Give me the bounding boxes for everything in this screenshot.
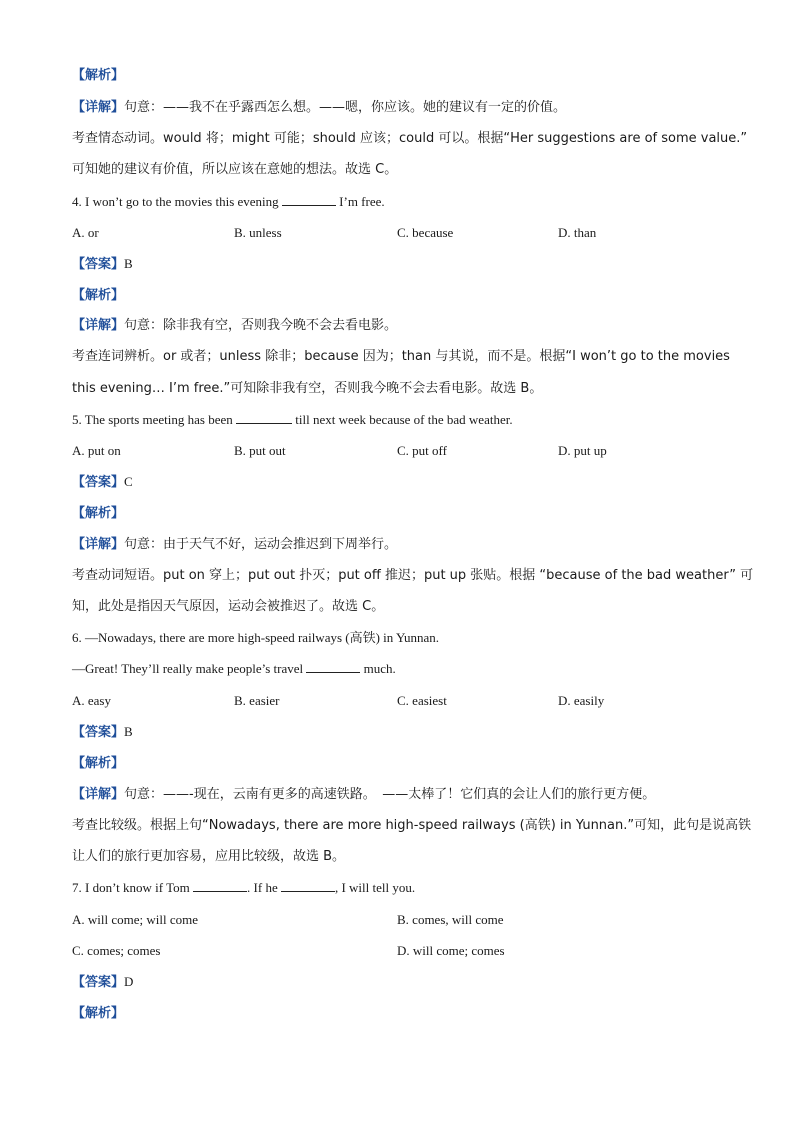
jiexi-label: 【解析】: [72, 288, 125, 303]
question-4-options: [72, 224, 752, 242]
detail-line: 【详解】句意：由于天气不好，运动会推迟到下周举行。: [72, 537, 398, 552]
option-d: D. easily: [558, 693, 605, 708]
explanation-line: 考查比较级。根据上句“Nowadays, there are more high-speed railways (高铁) in Yunnan.”可知，此句是说高铁: [72, 818, 752, 833]
question-7-options-row2: [72, 942, 752, 960]
option-d: D. than: [558, 225, 597, 240]
explanation-line: 知，此处是指因天气原因，运动会被推迟了。故选 C。: [72, 599, 385, 614]
option-a: A. will come; will come: [72, 912, 199, 927]
option-c: C. because: [397, 225, 454, 240]
jiexi-label: 【解析】: [72, 1006, 125, 1021]
question-6-options: [72, 692, 752, 710]
option-a: A. easy: [72, 693, 111, 708]
answer-blank: [282, 193, 336, 206]
option-b: B. unless: [234, 225, 282, 240]
answer-blank: [236, 411, 292, 424]
question-4-stem: 4. I won’t go to the movies this evening I’m free.: [72, 194, 385, 209]
option-b: B. easier: [234, 693, 280, 708]
answer-blank: [281, 879, 335, 892]
question-6-stem: 6. —Nowadays, there are more high-speed railways (高铁) in Yunnan.: [72, 630, 440, 645]
detail-line: 【详解】句意：除非我有空，否则我今晚不会去看电影。: [72, 318, 398, 333]
answer-line: 【答案】D: [72, 974, 134, 990]
option-d: D. put up: [558, 443, 607, 458]
explanation-line: 让人们的旅行更加容易，应用比较级，故选 B。: [72, 849, 346, 864]
jiexi-label: 【解析】: [72, 68, 125, 83]
explanation-line: 考查动词短语。put on 穿上；put out 扑灭；put off 推迟；put up 张贴。根据 “because of the bad weather” 可: [72, 568, 754, 583]
detail-line: 【详解】句意：——我不在乎露西怎么想。——嗯，你应该。她的建议有一定的价值。: [72, 100, 567, 115]
option-d: D. will come; comes: [397, 943, 505, 958]
question-7-stem: 7. I don’t know if Tom . If he , I will tell you.: [72, 880, 416, 895]
question-5-stem: 5. The sports meeting has been till next week because of the bad weather.: [72, 412, 513, 427]
explanation-line: this evening… I’m free.”可知除非我有空，否则我今晚不会去看电影。故选 B。: [72, 381, 543, 396]
option-b: B. put out: [234, 443, 286, 458]
question-6-stem-response: —Great! They’ll really make people’s travel much.: [72, 661, 396, 676]
jiexi-label: 【解析】: [72, 756, 125, 771]
explanation-line: 考查连词辨析。or 或者；unless 除非；because 因为；than 与其说，而不是。根据“I won’t go to the movies: [72, 349, 730, 364]
option-a: A. put on: [72, 443, 121, 458]
answer-blank: [193, 879, 247, 892]
detail-line: 【详解】句意：——-现在，云南有更多的高速铁路。 ——太棒了！它们真的会让人们的旅行更方便。: [72, 787, 656, 802]
option-c: C. comes; comes: [72, 943, 161, 958]
answer-line: 【答案】B: [72, 724, 133, 740]
option-c: C. put off: [397, 443, 447, 458]
jiexi-label: 【解析】: [72, 506, 125, 521]
option-a: A. or: [72, 225, 99, 240]
option-c: C. easiest: [397, 693, 447, 708]
answer-line: 【答案】B: [72, 256, 133, 272]
answer-blank: [306, 660, 360, 673]
question-5-options: [72, 442, 752, 460]
question-7-options-row1: [72, 911, 752, 929]
explanation-line: 可知她的建议有价值，所以应该在意她的想法。故选 C。: [72, 162, 398, 177]
option-b: B. comes, will come: [397, 912, 504, 927]
answer-line: 【答案】C: [72, 474, 133, 490]
explanation-line: 考查情态动词。would 将；might 可能；should 应该；could 可以。根据“Her suggestions are of some value.”: [72, 131, 748, 146]
